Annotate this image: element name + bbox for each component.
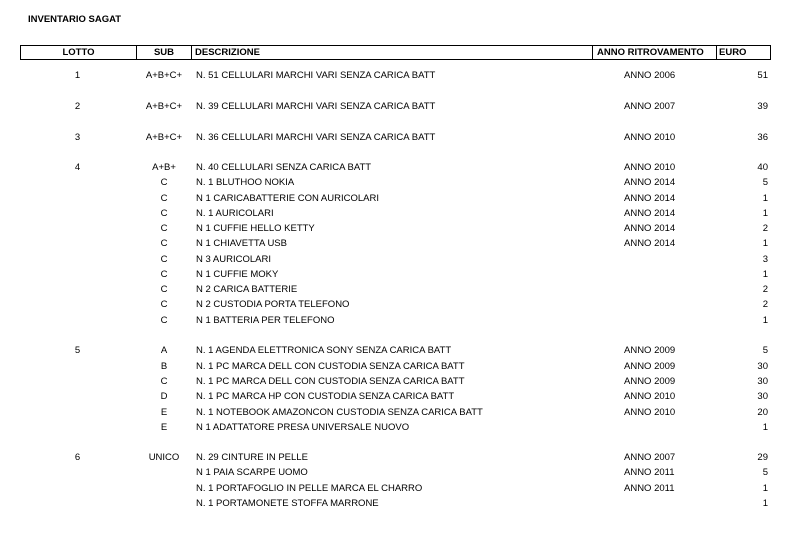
cell-anno: ANNO 2007 — [624, 452, 676, 463]
table-row — [0, 206, 800, 221]
table-row — [0, 374, 800, 389]
cell-euro: 51 — [757, 70, 768, 81]
cell-lotto: 5 — [74, 345, 81, 356]
cell-sub: C — [160, 223, 168, 234]
cell-descrizione: N. 1 PORTAFOGLIO IN PELLE MARCA EL CHARRO — [196, 483, 423, 494]
cell-euro: 1 — [762, 193, 768, 204]
cell-euro: 39 — [757, 101, 768, 112]
cell-sub: C — [160, 299, 168, 310]
cell-lotto: 1 — [74, 70, 81, 81]
cell-sub: A+B+C+ — [145, 101, 183, 112]
cell-descrizione: N 1 BATTERIA PER TELEFONO — [196, 315, 335, 326]
table-row — [0, 313, 800, 328]
table-row — [0, 267, 800, 282]
cell-euro: 20 — [757, 407, 768, 418]
cell-sub: A — [160, 345, 168, 356]
header-lotto: LOTTO — [62, 47, 95, 58]
cell-euro: 30 — [757, 391, 768, 402]
table-row — [0, 343, 800, 358]
table-row — [0, 496, 800, 511]
cell-lotto: 3 — [74, 132, 81, 143]
cell-sub: C — [160, 284, 168, 295]
cell-euro: 1 — [762, 422, 768, 433]
cell-euro: 30 — [757, 376, 768, 387]
cell-descrizione: N 1 ADATTATORE PRESA UNIVERSALE NUOVO — [196, 422, 410, 433]
table-row — [0, 221, 800, 236]
cell-anno: ANNO 2010 — [624, 391, 676, 402]
header-divider — [716, 46, 717, 59]
cell-descrizione: N. 39 CELLULARI MARCHI VARI SENZA CARICA BATT — [196, 101, 436, 112]
document-title: INVENTARIO SAGAT — [28, 14, 122, 25]
table-row — [0, 99, 800, 114]
cell-anno: ANNO 2009 — [624, 376, 676, 387]
cell-descrizione: N 3 AURICOLARI — [196, 254, 271, 265]
cell-anno: ANNO 2010 — [624, 162, 676, 173]
cell-euro: 1 — [762, 208, 768, 219]
cell-descrizione: N 2 CARICA BATTERIE — [196, 284, 298, 295]
cell-euro: 1 — [762, 269, 768, 280]
table-row — [0, 160, 800, 175]
table-row — [0, 68, 800, 83]
cell-euro: 2 — [762, 299, 768, 310]
header-divider — [191, 46, 192, 59]
cell-sub: C — [160, 177, 168, 188]
cell-euro: 40 — [757, 162, 768, 173]
cell-sub: UNICO — [148, 452, 180, 463]
cell-anno: ANNO 2014 — [624, 193, 676, 204]
cell-sub: C — [160, 269, 168, 280]
cell-euro: 5 — [762, 467, 768, 478]
cell-euro: 5 — [762, 345, 768, 356]
cell-anno: ANNO 2014 — [624, 177, 676, 188]
table-row — [0, 297, 800, 312]
header-divider — [592, 46, 593, 59]
table-row — [0, 282, 800, 297]
cell-sub: C — [160, 376, 168, 387]
cell-descrizione: N. 51 CELLULARI MARCHI VARI SENZA CARICA BATT — [196, 70, 436, 81]
cell-euro: 29 — [757, 452, 768, 463]
cell-sub: C — [160, 315, 168, 326]
table-row — [0, 130, 800, 145]
cell-descrizione: N 1 CHIAVETTA USB — [196, 238, 287, 249]
table-header — [20, 45, 771, 60]
cell-anno: ANNO 2006 — [624, 70, 676, 81]
cell-sub: B — [160, 361, 168, 372]
cell-sub: C — [160, 193, 168, 204]
cell-descrizione: N. 1 PC MARCA DELL CON CUSTODIA SENZA CARICA BATT — [196, 361, 465, 372]
cell-euro: 5 — [762, 177, 768, 188]
cell-euro: 1 — [762, 238, 768, 249]
table-row — [0, 175, 800, 190]
header-euro: EURO — [719, 47, 747, 58]
cell-descrizione: N. 1 BLUTHOO NOKIA — [196, 177, 295, 188]
cell-descrizione: N 1 CARICABATTERIE CON AURICOLARI — [196, 193, 379, 204]
table-row — [0, 191, 800, 206]
cell-euro: 1 — [762, 315, 768, 326]
cell-lotto: 4 — [74, 162, 81, 173]
cell-euro: 1 — [762, 483, 768, 494]
cell-descrizione: N. 1 PORTAMONETE STOFFA MARRONE — [196, 498, 379, 509]
cell-descrizione: N. 36 CELLULARI MARCHI VARI SENZA CARICA BATT — [196, 132, 436, 143]
cell-euro: 3 — [762, 254, 768, 265]
cell-descrizione: N. 1 AGENDA ELETTRONICA SONY SENZA CARICA BATT — [196, 345, 452, 356]
cell-sub: C — [160, 208, 168, 219]
cell-sub: C — [160, 238, 168, 249]
cell-lotto: 6 — [74, 452, 81, 463]
cell-euro: 1 — [762, 498, 768, 509]
cell-descrizione: N. 1 AURICOLARI — [196, 208, 274, 219]
cell-euro: 30 — [757, 361, 768, 372]
table-row — [0, 389, 800, 404]
table-row — [0, 236, 800, 251]
cell-descrizione: N 1 CUFFIE MOKY — [196, 269, 279, 280]
cell-descrizione: N. 1 NOTEBOOK AMAZONCON CUSTODIA SENZA CARICA BATT — [196, 407, 483, 418]
cell-sub: E — [160, 422, 168, 433]
cell-anno: ANNO 2010 — [624, 132, 676, 143]
cell-descrizione: N 1 CUFFIE HELLO KETTY — [196, 223, 315, 234]
cell-sub: A+B+C+ — [145, 70, 183, 81]
table-row — [0, 420, 800, 435]
cell-sub: C — [160, 254, 168, 265]
table-row — [0, 252, 800, 267]
cell-sub: D — [160, 391, 168, 402]
header-anno: ANNO RITROVAMENTO — [597, 47, 704, 58]
cell-descrizione: N. 1 PC MARCA HP CON CUSTODIA SENZA CARICA BATT — [196, 391, 455, 402]
cell-descrizione: N 2 CUSTODIA PORTA TELEFONO — [196, 299, 350, 310]
cell-euro: 36 — [757, 132, 768, 143]
cell-euro: 2 — [762, 284, 768, 295]
cell-descrizione: N. 29 CINTURE IN PELLE — [196, 452, 308, 463]
cell-euro: 2 — [762, 223, 768, 234]
cell-anno: ANNO 2010 — [624, 407, 676, 418]
table-row — [0, 405, 800, 420]
cell-descrizione: N. 1 PC MARCA DELL CON CUSTODIA SENZA CARICA BATT — [196, 376, 465, 387]
cell-descrizione: N. 40 CELLULARI SENZA CARICA BATT — [196, 162, 372, 173]
cell-anno: ANNO 2007 — [624, 101, 676, 112]
cell-anno: ANNO 2009 — [624, 345, 676, 356]
cell-anno: ANNO 2011 — [624, 467, 675, 478]
cell-sub: A+B+C+ — [145, 132, 183, 143]
cell-anno: ANNO 2014 — [624, 238, 676, 249]
cell-anno: ANNO 2009 — [624, 361, 676, 372]
cell-lotto: 2 — [74, 101, 81, 112]
table-row — [0, 359, 800, 374]
cell-anno: ANNO 2014 — [624, 208, 676, 219]
cell-anno: ANNO 2011 — [624, 483, 675, 494]
cell-anno: ANNO 2014 — [624, 223, 676, 234]
cell-sub: E — [160, 407, 168, 418]
table-row — [0, 465, 800, 480]
cell-descrizione: N 1 PAIA SCARPE UOMO — [196, 467, 308, 478]
header-divider — [136, 46, 137, 59]
header-descrizione: DESCRIZIONE — [195, 47, 260, 58]
cell-sub: A+B+ — [152, 162, 176, 173]
table-row — [0, 481, 800, 496]
table-row — [0, 450, 800, 465]
header-sub: SUB — [153, 47, 175, 58]
